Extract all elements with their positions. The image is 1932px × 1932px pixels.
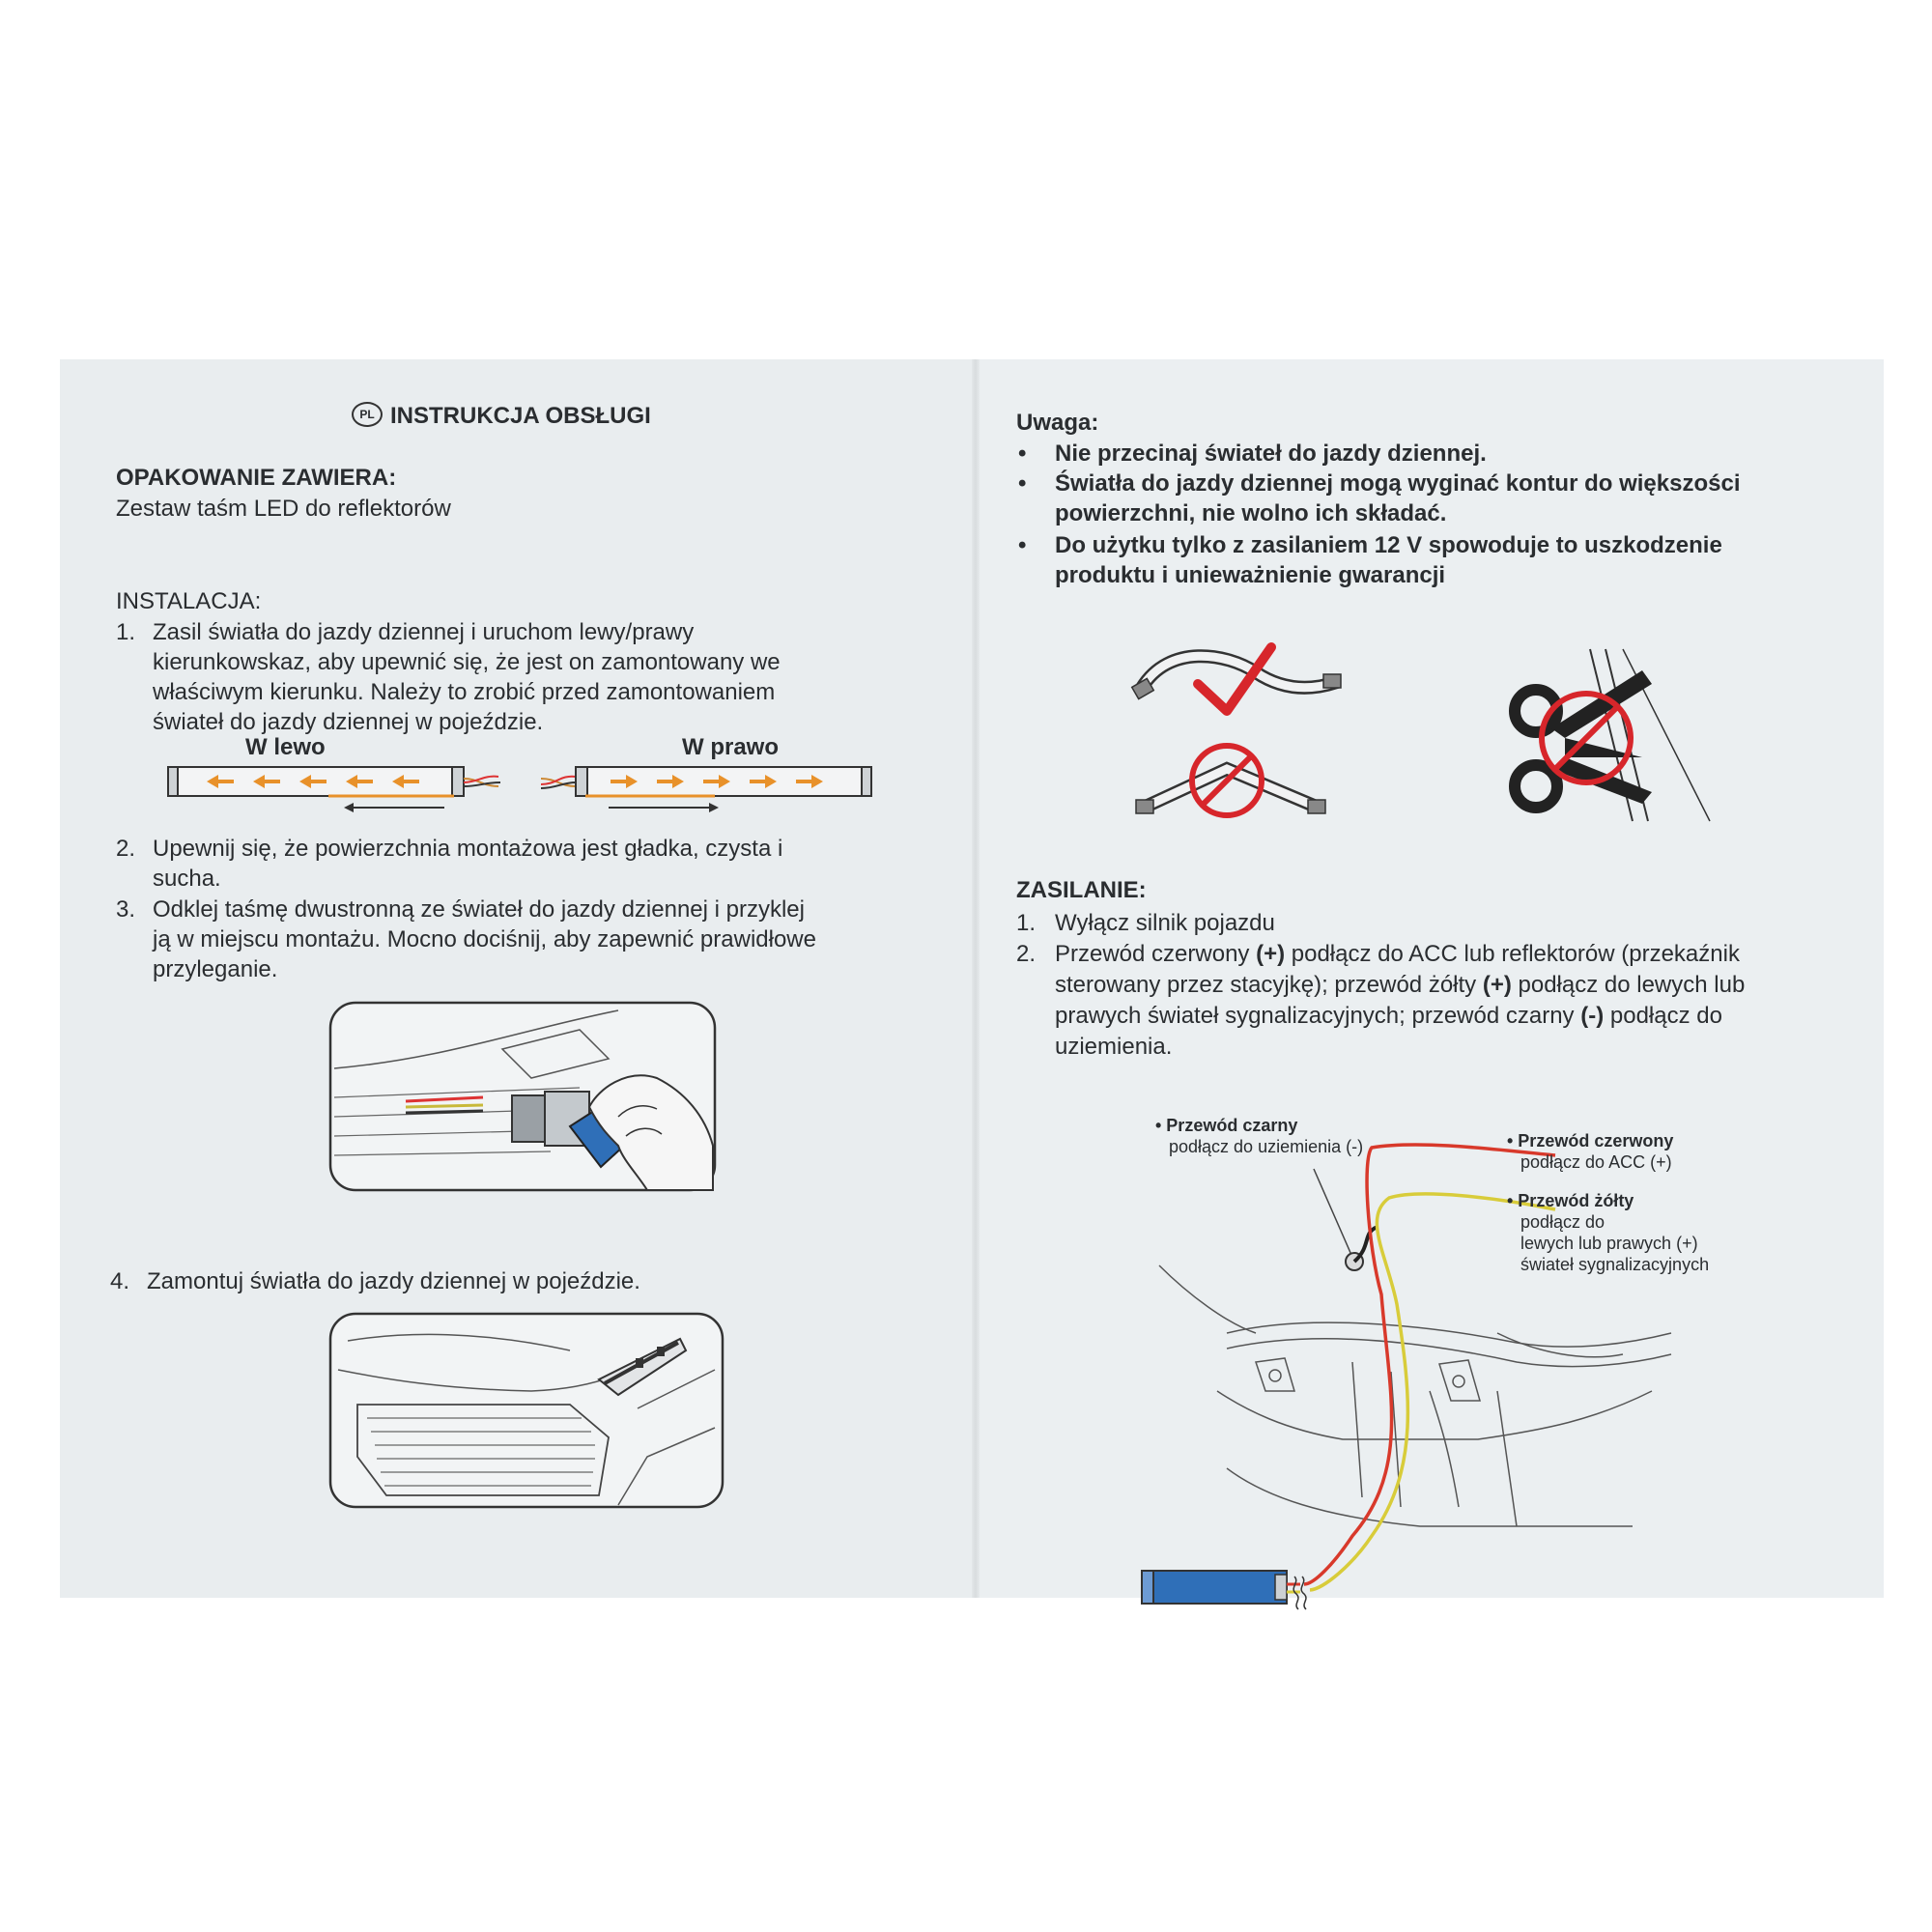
- peel-tape-illustration: [328, 1001, 719, 1194]
- step4-text: Zamontuj światła do jazdy dziennej w pojeździe.: [147, 1268, 640, 1294]
- led-strip-direction-diagram: [155, 763, 908, 821]
- strip-end-cap: [452, 767, 464, 796]
- page-fold: [972, 359, 980, 1598]
- bullet: •: [1018, 470, 1027, 497]
- step3-number: 3.: [116, 896, 136, 923]
- install-heading: INSTALACJA:: [116, 588, 262, 614]
- warning-heading: Uwaga:: [1016, 410, 1099, 436]
- step3-line: ją w miejscu montażu. Mocno dociśnij, aby zapewnić prawidłowe: [153, 926, 816, 952]
- no-cutting-illustration: [1497, 641, 1719, 825]
- step3-line: Odklej taśmę dwustronną ze świateł do jazdy dziennej i przyklej: [153, 896, 805, 923]
- red-wire-desc: podłącz do ACC (+): [1520, 1152, 1672, 1172]
- yellow-wire-desc: świateł sygnalizacyjnych: [1520, 1255, 1710, 1274]
- yellow-wire-desc: podłącz do: [1520, 1212, 1605, 1232]
- step2-line: Upewnij się, że powierzchnia montażowa jest gładka, czysta i: [153, 836, 783, 862]
- strip-end-cap: [168, 767, 178, 796]
- power-step2-line: sterowany przez stacyjkę); przewód żółty (+) podłącz do lewych lub: [1055, 972, 1746, 998]
- pl-language-badge: PL: [352, 402, 383, 427]
- warning-item-2: Światła do jazdy dziennej mogą wyginać kontur do większości: [1055, 470, 1741, 497]
- power-heading: ZASILANIE:: [1016, 877, 1147, 903]
- package-text: Zestaw taśm LED do reflektorów: [116, 496, 451, 522]
- yellow-wire-desc: lewych lub prawych (+): [1520, 1234, 1698, 1253]
- direction-label-left: W lewo: [245, 734, 326, 760]
- step2-number: 2.: [116, 836, 136, 862]
- step1-line: świateł do jazdy dziennej w pojeździe.: [153, 709, 544, 735]
- page-title: PL INSTRUKCJA OBSŁUGI: [352, 401, 651, 431]
- warning-item-3: Do użytku tylko z zasilaniem 12 V spowoduje to uszkodzenie: [1055, 532, 1722, 558]
- bend-fold-illustration: [1130, 634, 1352, 827]
- warning-item-1: Nie przecinaj świateł do jazdy dziennej.: [1055, 440, 1487, 467]
- step1-line: właściwym kierunku. Należy to zrobić przed zamontowaniem: [153, 679, 776, 705]
- power-step2-line: Przewód czerwony (+) podłącz do ACC lub reflektorów (przekaźnik: [1055, 941, 1740, 967]
- warning-item-2: powierzchni, nie wolno ich składać.: [1055, 500, 1447, 526]
- warning-item-3: produktu i unieważnienie gwarancji: [1055, 562, 1446, 588]
- power-step2-number: 2.: [1016, 941, 1037, 967]
- step1-line: Zasil światła do jazdy dziennej i uruchom lewy/prawy: [153, 619, 695, 645]
- step1-number: 1.: [116, 619, 136, 645]
- power-step1-text: Wyłącz silnik pojazdu: [1055, 910, 1275, 936]
- bullet: •: [1018, 440, 1027, 467]
- black-wire-desc: podłącz do uziemienia (-): [1169, 1137, 1364, 1156]
- wire-yellow: [1310, 1194, 1555, 1590]
- power-step2-line: prawych świateł sygnalizacyjnych; przewód czarny (-) podłącz do: [1055, 1003, 1722, 1029]
- direction-label-right: W prawo: [682, 734, 779, 760]
- blue-connector: [1142, 1571, 1287, 1604]
- yellow-wire-title: • Przewód żółty: [1507, 1191, 1634, 1210]
- step3-line: przyleganie.: [153, 956, 278, 982]
- package-heading: OPAKOWANIE ZAWIERA:: [116, 465, 397, 491]
- bullet: •: [1018, 532, 1027, 558]
- step1-line: kierunkowskaz, aby upewnić się, że jest on zamontowany we: [153, 649, 781, 675]
- power-step2-line: uziemienia.: [1055, 1034, 1173, 1060]
- red-wire-title: • Przewód czerwony: [1507, 1131, 1674, 1151]
- black-wire-title: • Przewód czarny: [1155, 1116, 1298, 1135]
- step2-line: sucha.: [153, 866, 221, 892]
- car-front-illustration: [328, 1312, 724, 1509]
- power-step1-number: 1.: [1016, 910, 1037, 936]
- step4-number: 4.: [110, 1268, 130, 1294]
